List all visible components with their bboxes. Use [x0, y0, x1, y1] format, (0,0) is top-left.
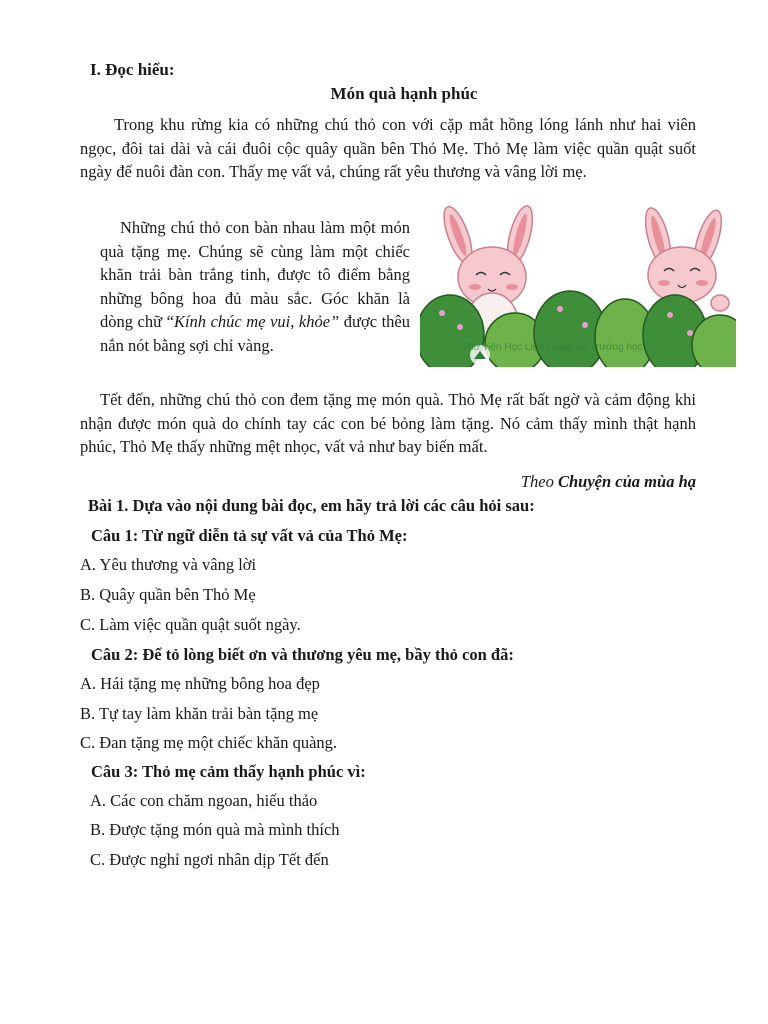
- story-paragraph-1: [80, 113, 696, 184]
- q2-option-a: A. Hái tặng mẹ những bông hoa đẹp: [80, 674, 320, 693]
- q3-option-a: A. Các con chăm ngoan, hiếu thảo: [90, 791, 318, 810]
- source-book: Chuyện của mùa hạ: [558, 472, 696, 491]
- question-2: Câu 2: Để tỏ lòng biết ơn và thương yêu mẹ, bầy thỏ con đã:: [91, 645, 514, 664]
- paragraph-2-text-a: Những chú thỏ con bàn nhau làm một món quà tặng mẹ. Chúng sẽ cùng làm một chiếc khăn trải bàn trắng tinh, được tô điểm bằng những bông hoa đủ màu sắc. Góc khăn là dòng chữ “: [100, 218, 410, 331]
- q2-option-b: B. Tự tay làm khăn trải bàn tặng mẹ: [80, 704, 319, 723]
- paragraph-2-text-b: được thêu nắn nót bằng sợi chỉ vàng.: [100, 312, 411, 355]
- section-title: I. Đọc hiểu:: [90, 60, 175, 79]
- q1-option-a: A. Yêu thương và vâng lời: [80, 555, 257, 574]
- question-1: Câu 1: Từ ngữ diễn tả sự vất vả của Thỏ Mẹ:: [91, 526, 408, 545]
- paragraph-3-text: Tết đến, những chú thỏ con đem tặng mẹ món quà. Thỏ Mẹ rất bất ngờ và cảm động khi nhận được món quà do chính tay các con bé bỏng làm tặng. Nó cảm thấy mình thật hạnh phúc, Thỏ Mẹ thấy những mệt nhọc, vất vả như bay biến mất.: [80, 390, 696, 456]
- story-source: [521, 472, 696, 492]
- illustration-watermark: Thư viện Học Liệu - Giáo án Trường học: [462, 342, 643, 353]
- paragraph-1-text: Trong khu rừng kia có những chú thỏ con với cặp mắt hồng lóng lánh như hai viên ngọc, đôi tai dài và cái đuôi cộc quây quần bên Thỏ Mẹ. Thỏ Mẹ làm việc quần quật suốt ngày để nuôi đàn con. Thấy mẹ vất vả, chúng rất yêu thương và vâng lời mẹ.: [80, 115, 696, 181]
- story-title: Món quà hạnh phúc: [330, 84, 478, 103]
- story-paragraph-3: [80, 388, 696, 459]
- q3-option-b: B. Được tặng món quà mà mình thích: [90, 820, 340, 839]
- q1-option-b: B. Quây quần bên Thỏ Mẹ: [80, 585, 256, 604]
- source-prefix: Theo: [520, 472, 554, 491]
- story-paragraph-2: [100, 216, 410, 357]
- question-3: Câu 3: Thỏ mẹ cảm thấy hạnh phúc vì:: [91, 762, 366, 781]
- q1-option-c: C. Làm việc quần quật suốt ngày.: [80, 615, 301, 634]
- q3-option-c: C. Được nghỉ ngơi nhân dịp Tết đến: [90, 850, 329, 869]
- q2-option-c: C. Đan tặng mẹ một chiếc khăn quàng.: [80, 733, 338, 752]
- exercise-title: Bài 1. Dựa vào nội dung bài đọc, em hãy trả lời các câu hỏi sau:: [88, 496, 535, 515]
- paragraph-2-quote: Kính chúc mẹ vui, khỏe”: [173, 312, 340, 331]
- bushes-icon: [420, 291, 736, 367]
